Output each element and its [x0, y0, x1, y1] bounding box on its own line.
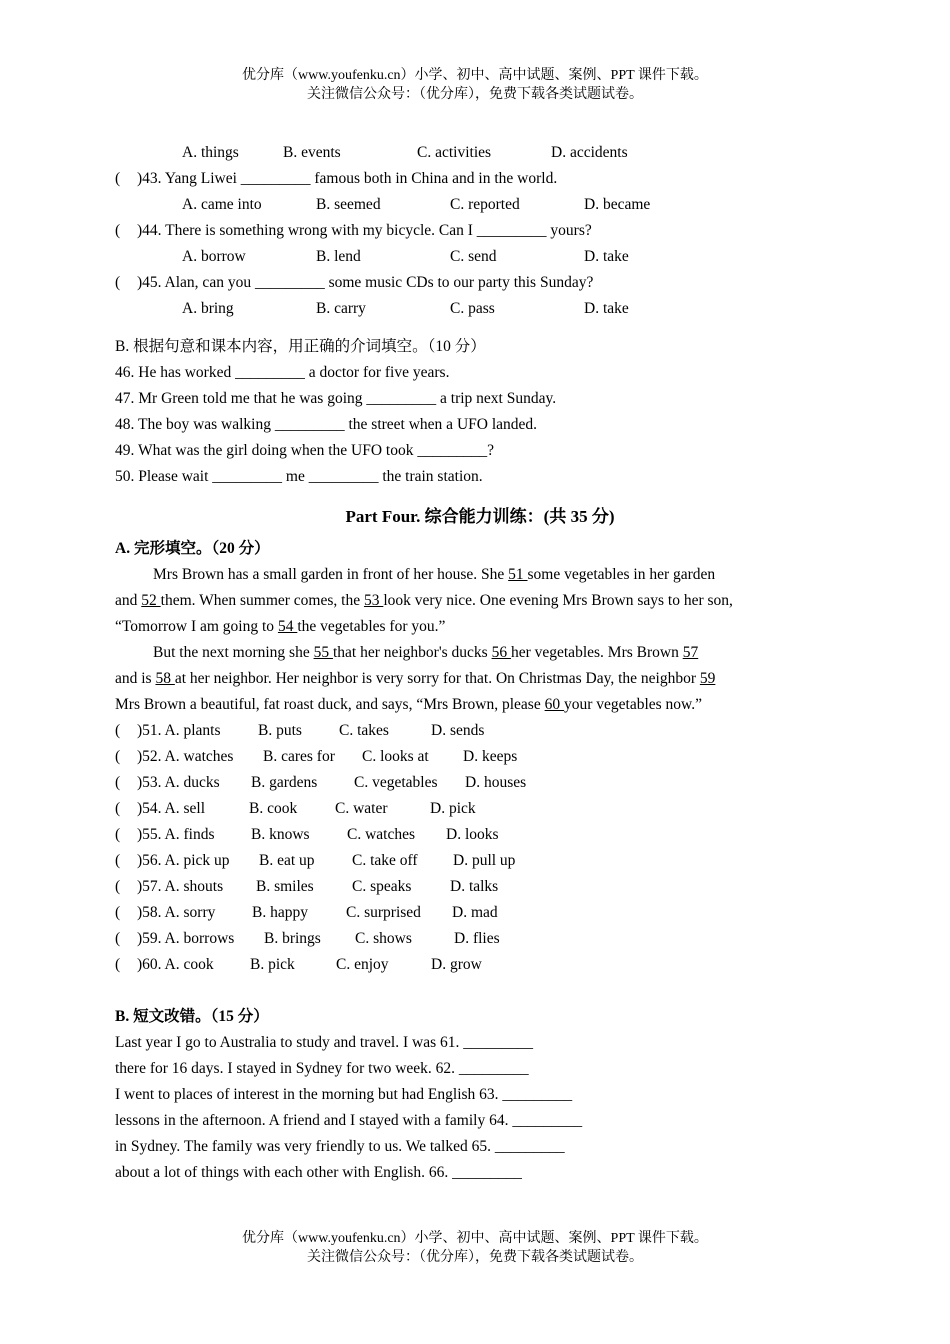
- option: A. bring: [182, 300, 234, 317]
- option: B. carry: [316, 300, 366, 317]
- q44-options: [115, 244, 845, 270]
- fill-item-47: 47. Mr Green told me that he was going _________ a trip next Sunday.: [115, 390, 557, 407]
- cloze-question-54: ( )54. A. sell B. cook C. water D. pick: [115, 796, 845, 822]
- option: D. take: [584, 300, 629, 317]
- q42-options: [115, 140, 845, 166]
- answer-paren[interactable]: (: [115, 930, 121, 947]
- option: A. things: [182, 144, 239, 161]
- blank-51: 51: [508, 566, 528, 583]
- answer-paren[interactable]: (: [115, 222, 121, 239]
- answer-paren[interactable]: (: [115, 800, 121, 817]
- error-line-65: in Sydney. The family was very friendly to us. We talked 65. _________: [115, 1138, 565, 1155]
- blank-56: 56: [491, 644, 511, 661]
- answer-paren[interactable]: (: [115, 904, 121, 921]
- question-43: [115, 166, 845, 192]
- answer-paren[interactable]: (: [115, 852, 121, 869]
- error-line-64: lessons in the afternoon. A friend and I stayed with a family 64. _________: [115, 1112, 583, 1129]
- error-correction-title: B. 短文改错。（15 分）: [115, 1008, 269, 1025]
- blank-54: 54: [277, 618, 298, 635]
- cloze-paragraph-1: Mrs Brown has a small garden in front of her house. She 51 some vegetables in her garden and 52 them. When summer comes, the 53 look very nice. One evening Mrs Brown says to her son, “Tomorrow I am going to 54 the vegetables for you.”: [115, 566, 733, 635]
- answer-paren[interactable]: (: [115, 826, 121, 843]
- answer-paren[interactable]: (: [115, 774, 121, 791]
- error-line-61: Last year I go to Australia to study and travel. I was 61. _________: [115, 1034, 533, 1051]
- option: C. activities: [417, 144, 492, 161]
- page-footer: [0, 1229, 950, 1267]
- blank-53: 53: [363, 592, 384, 609]
- cloze-question-51: ( )51. A. plants B. puts C. takes D. sends: [115, 718, 845, 744]
- option: A. came into: [182, 196, 262, 213]
- error-line-62: there for 16 days. I stayed in Sydney for two week. 62. _________: [115, 1060, 529, 1077]
- blank-58: 58: [155, 670, 175, 687]
- cloze-paragraph-2: But the next morning she 55 that her neighbor's ducks 56 her vegetables. Mrs Brown 57 and is 58 at her neighbor. Her neighbor is very sorry for that. On Christmas Day, the neighbor 59 Mrs Brown a beautiful, fat roast duck, and says, “Mrs Brown, please 60 your vegetables now.”: [115, 644, 716, 713]
- answer-paren[interactable]: (: [115, 956, 121, 973]
- option: D. take: [584, 248, 629, 265]
- fill-item-46: 46. He has worked _________ a doctor for five years.: [115, 364, 450, 381]
- cloze-question-56: ( )56. A. pick up B. eat up C. take off D. pull up: [115, 848, 845, 874]
- cloze-title: A. 完形填空。（20 分）: [115, 540, 270, 557]
- page-header: [0, 66, 950, 104]
- answer-paren[interactable]: (: [115, 878, 121, 895]
- blank-52: 52: [141, 592, 161, 609]
- q45-options: [115, 296, 845, 322]
- blank-59: 59: [699, 670, 716, 687]
- option: B. events: [283, 144, 341, 161]
- option: D. accidents: [551, 144, 628, 161]
- cloze-question-60: ( )60. A. cook B. pick C. enjoy D. grow: [115, 952, 845, 978]
- answer-paren[interactable]: (: [115, 722, 121, 739]
- cloze-question-53: ( )53. A. ducks B. gardens C. vegetables D. houses: [115, 770, 845, 796]
- option: D. became: [584, 196, 651, 213]
- footer-line-1: 优分库（www.youfenku.cn）小学、初中、高中试题、案例、PPT 课件下载。: [242, 1231, 708, 1246]
- fill-item-49: 49. What was the girl doing when the UFO took _________?: [115, 442, 494, 459]
- option: C. send: [450, 248, 497, 265]
- section-b-title: B. 根据句意和课本内容，用正确的介词填空。（10 分）: [115, 338, 486, 355]
- header-line-1: 优分库（www.youfenku.cn）小学、初中、高中试题、案例、PPT 课件下载。: [242, 68, 708, 83]
- exam-content: [115, 140, 845, 1186]
- cloze-question-57: ( )57. A. shouts B. smiles C. speaks D. talks: [115, 874, 845, 900]
- cloze-question-58: ( )58. A. sorry B. happy C. surprised D. mad: [115, 900, 845, 926]
- error-line-66: about a lot of things with each other with English. 66. _________: [115, 1164, 522, 1181]
- question-stem: )43. Yang Liwei _________ famous both in China and in the world.: [137, 170, 558, 187]
- answer-paren[interactable]: (: [115, 274, 121, 291]
- fill-item-50: 50. Please wait _________ me _________ the train station.: [115, 468, 483, 485]
- cloze-question-52: ( )52. A. watches B. cares for C. looks at D. keeps: [115, 744, 845, 770]
- part-four-title: Part Four. 综合能力训练：(共 35 分): [345, 507, 615, 526]
- option: C. pass: [450, 300, 495, 317]
- option: A. borrow: [182, 248, 246, 265]
- question-44: [115, 218, 845, 244]
- footer-line-2: 关注微信公众号：（优分库），免费下载各类试题试卷。: [307, 1250, 643, 1265]
- answer-paren[interactable]: (: [115, 748, 121, 765]
- blank-55: 55: [313, 644, 333, 661]
- option: C. reported: [450, 196, 520, 213]
- blank-57: 57: [682, 644, 699, 661]
- question-stem: )44. There is something wrong with my bicycle. Can I _________ yours?: [137, 222, 592, 239]
- header-line-2: 关注微信公众号：（优分库），免费下载各类试题试卷。: [307, 87, 643, 102]
- q43-options: [115, 192, 845, 218]
- question-stem: )45. Alan, can you _________ some music CDs to our party this Sunday?: [137, 274, 594, 291]
- fill-item-48: 48. The boy was walking _________ the street when a UFO landed.: [115, 416, 538, 433]
- blank-60: 60: [544, 696, 564, 713]
- option: B. lend: [316, 248, 361, 265]
- option: B. seemed: [316, 196, 381, 213]
- cloze-questions: [115, 718, 845, 978]
- cloze-question-59: ( )59. A. borrows B. brings C. shows D. flies: [115, 926, 845, 952]
- answer-paren[interactable]: (: [115, 170, 121, 187]
- cloze-question-55: ( )55. A. finds B. knows C. watches D. looks: [115, 822, 845, 848]
- question-45: [115, 270, 845, 296]
- error-line-63: I went to places of interest in the morning but had English 63. _________: [115, 1086, 573, 1103]
